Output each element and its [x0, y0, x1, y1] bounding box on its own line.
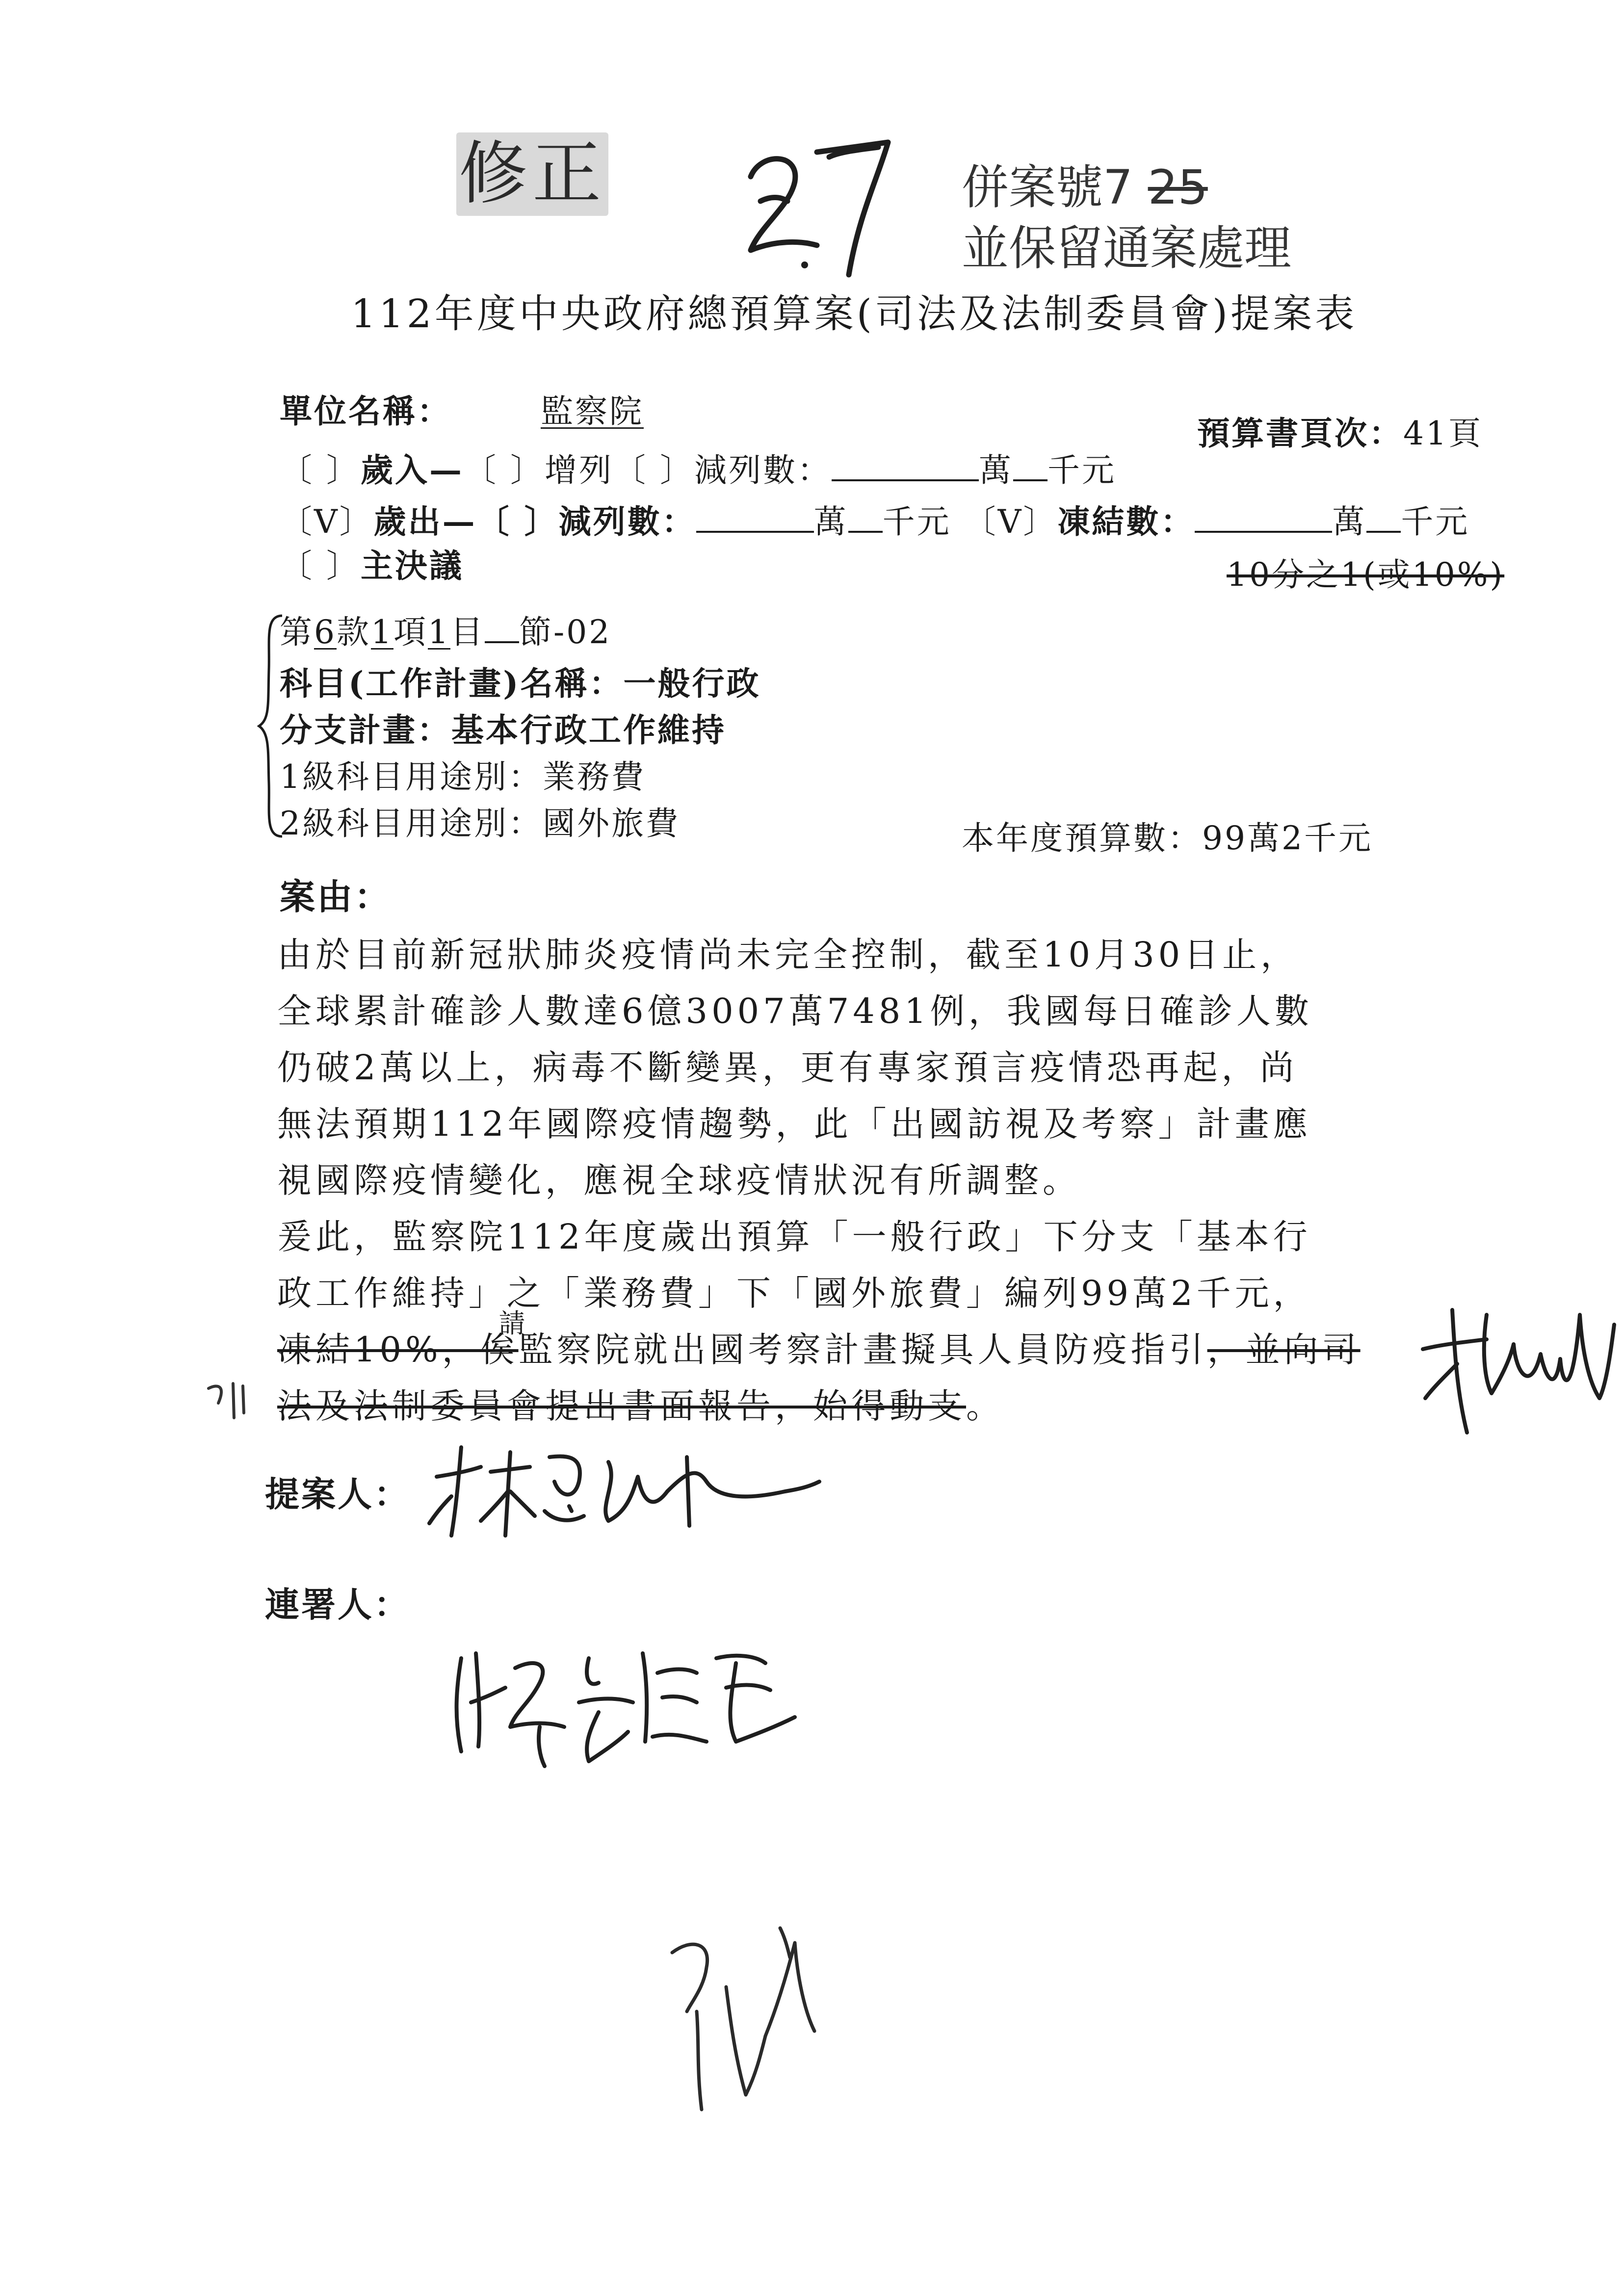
- case-heading: 案由：: [280, 876, 392, 917]
- kuan-number: 6: [314, 613, 337, 651]
- retain-general-handling: 並保留通案處理: [962, 221, 1291, 276]
- revision-stamp: [456, 132, 608, 216]
- revenue-label: 歲入—: [360, 451, 464, 489]
- revision-stamp-label: 修正: [458, 134, 606, 214]
- case-line-7: 政工作維持」之「業務費」下「國外旅費」編列99萬2千元，: [277, 1273, 1311, 1313]
- current-budget: 本年度預算數：99萬2千元: [962, 819, 1373, 857]
- revenue-wan-blank: [832, 451, 979, 481]
- branch-plan-row: 分支計畫：基本行政工作維持: [280, 711, 726, 749]
- expense-qian-unit: 千元: [882, 503, 951, 541]
- revenue-qian-unit: 千元: [1047, 451, 1116, 489]
- freeze-check: 〔V〕: [963, 503, 1058, 541]
- budget-page-row: [1197, 407, 1483, 454]
- freeze-ratio-struck: 10分之1(或10%): [1227, 556, 1505, 594]
- merge-case-prefix: 併案號7: [962, 160, 1133, 215]
- case-line-2: 全球累計確診人數達6億3007萬7481例，我國每日確診人數: [277, 991, 1313, 1031]
- expense-label: 歲出—: [373, 502, 477, 541]
- case-line-5: 視國際疫情變化，應視全球疫情狀況有所調整。: [277, 1160, 1081, 1200]
- case-line-4: 無法預期112年國際疫情趨勢，此「出國訪視及考察」計畫應: [277, 1104, 1311, 1144]
- revenue-wan-unit: 萬: [978, 451, 1013, 489]
- struck-report-text-a: ，並向司: [1207, 1330, 1361, 1370]
- resolution-label: 主決議: [360, 547, 464, 585]
- struck-report-text-b: 法及法制委員會提出書面報告，始得動支: [277, 1386, 966, 1426]
- merge-case-note: [962, 157, 1291, 279]
- expense-reduce-option: 〔 〕減列數：: [476, 502, 696, 541]
- xiang-number: 1: [371, 613, 393, 651]
- level1-usage-row: 1級科目用途別：業務費: [280, 758, 646, 796]
- case-line-8-text: 監察院就出國考察計畫擬具人員防疫指引: [518, 1330, 1207, 1370]
- resolution-check: 〔 〕: [280, 547, 361, 585]
- freeze-wan-unit: 萬: [1332, 503, 1367, 541]
- struck-freeze-text: 凍結10%，俟: [277, 1330, 519, 1370]
- unit-name-value: 監察院: [540, 392, 644, 430]
- margin-initials-signature: [1413, 1295, 1619, 1442]
- cosigner-signature: [442, 1629, 824, 1776]
- freeze-wan-blank: [1195, 502, 1332, 533]
- revenue-check: 〔 〕: [280, 451, 361, 489]
- revenue-row: [280, 444, 1116, 491]
- case-line-6: 爰此，監察院112年度歲出預算「一般行政」下分支「基本行: [277, 1217, 1311, 1257]
- kuan-xiang-mu-row: [280, 606, 611, 652]
- merge-case-number-struck: 25: [1148, 160, 1208, 215]
- subject-row: 科目(工作計畫)名稱：一般行政: [280, 664, 761, 703]
- cosigner-label: 連署人：: [265, 1584, 410, 1625]
- xiang-suffix: 項: [393, 613, 428, 651]
- handwritten-number-27: [731, 123, 898, 285]
- jie-suffix: 節-02: [519, 613, 612, 651]
- expense-row: [280, 496, 1469, 542]
- case-line-8: [277, 1308, 1361, 1372]
- case-line-9: [277, 1379, 1004, 1428]
- jie-blank: [485, 613, 519, 643]
- revenue-add-option: 〔 〕增列: [463, 451, 613, 489]
- case-line-9-end: 。: [966, 1386, 1004, 1426]
- mu-suffix: 目: [450, 613, 485, 651]
- level2-usage-row: 2級科目用途別：國外旅費: [280, 805, 680, 842]
- proposer-label: 提案人：: [265, 1474, 410, 1514]
- unit-name-row: [280, 385, 720, 432]
- expense-wan-blank: [696, 502, 814, 533]
- freeze-qian-blank: [1366, 502, 1401, 533]
- case-line-1: 由於目前新冠狀肺炎疫情尚未完全控制，截至10月30日止，: [277, 935, 1299, 975]
- case-line-3: 仍破2萬以上，病毒不斷變異，更有專家預言疫情恐再起，尚: [277, 1047, 1298, 1088]
- expense-qian-blank: [848, 502, 883, 533]
- resolution-row: [280, 540, 464, 586]
- kuan-suffix: 款: [337, 613, 371, 651]
- unit-name-label: 單位名稱：: [280, 392, 451, 430]
- freeze-qian-unit: 千元: [1401, 503, 1470, 541]
- revenue-reduce-option: 〔 〕減列數：: [613, 451, 832, 489]
- freeze-label: 凍結數：: [1057, 502, 1195, 541]
- proposer-signature: [422, 1437, 824, 1545]
- bottom-initials-signature: [657, 1913, 834, 2119]
- margin-mark: [204, 1374, 258, 1428]
- merge-case-number-line: [962, 157, 1291, 218]
- budget-page-label: 預算書頁次：: [1197, 414, 1403, 452]
- mu-number: 1: [428, 613, 450, 651]
- page-title: 112年度中央政府總預算案(司法及法制委員會)提案表: [351, 291, 1358, 337]
- budget-page-value: 41頁: [1403, 415, 1483, 452]
- expense-check: 〔V〕: [280, 503, 374, 541]
- revenue-qian-blank: [1013, 451, 1048, 481]
- handwritten-insertion: 請: [498, 1308, 529, 1339]
- kuan-prefix: 第: [280, 613, 314, 651]
- expense-wan-unit: 萬: [813, 503, 848, 541]
